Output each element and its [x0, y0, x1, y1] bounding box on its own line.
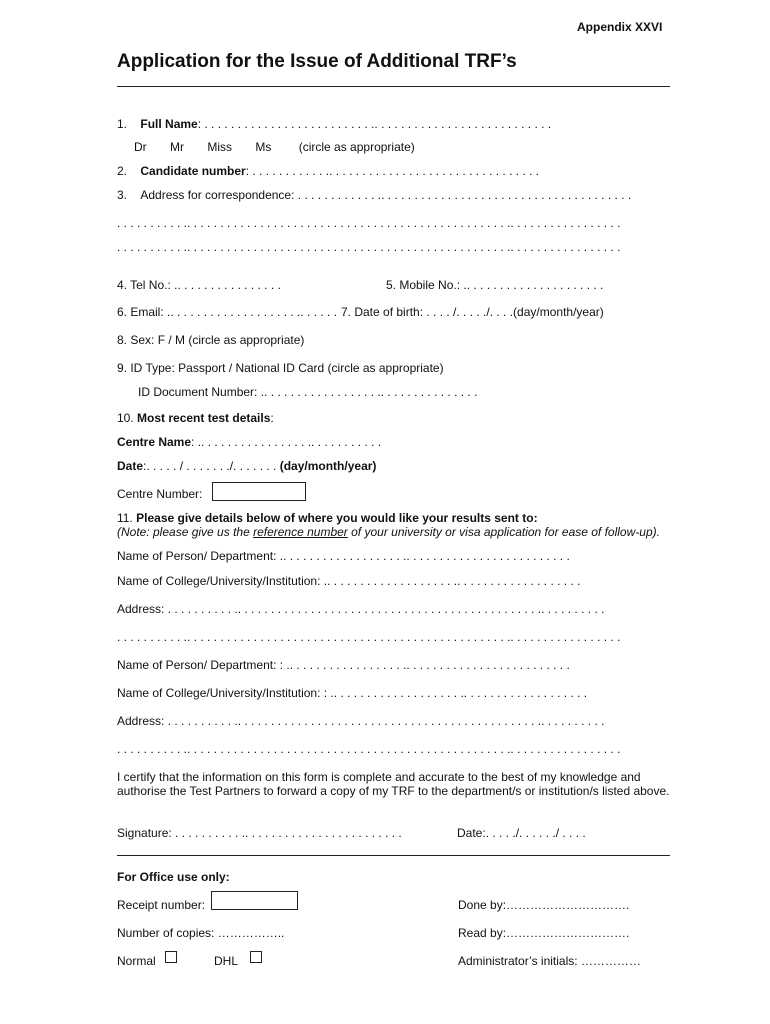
candidate-number-dots: : . . . . . . . . . . . .. . . . . . . . . . . . . . . . . . . . . . . . . . . . . . . .: [245, 164, 540, 178]
address-field[interactable]: [117, 188, 631, 202]
dhl-label: DHL: [214, 954, 239, 968]
test-date-format: (day/month/year): [279, 459, 377, 473]
full-name-label: Full Name: [140, 117, 198, 131]
title-options: [134, 140, 415, 154]
certification-text-line-1: I certify that the information on this form is complete and accurate to the best of my knowledge and: [117, 770, 641, 784]
person-department-field-1[interactable]: Name of Person/ Department: .. . . . . . . . . . . . . . . . . . .. . . . . . . . . . . . . . . . . . . . . . . . .: [117, 549, 570, 563]
test-date-label: Date: [117, 459, 144, 473]
results-label: Please give details below of where you would like your results sent to:: [136, 511, 538, 525]
title-option-miss[interactable]: Miss: [207, 140, 233, 154]
signature-field[interactable]: Signature: . . . . . . . . . . .. . . . . . . . . . . . . . . . . . . . . . . .: [117, 826, 402, 840]
candidate-number-field[interactable]: [117, 164, 539, 178]
test-date-field[interactable]: [117, 459, 376, 473]
title-option-mr[interactable]: Mr: [170, 140, 185, 154]
recent-test-heading: [117, 411, 274, 425]
address-field-2-line-2[interactable]: . . . . . . . . . . .. . . . . . . . . . . . . . . . . . . . . . . . . . . . . . . . . . . . . . . . . . . . . . . . .. . . . . . . . . . . . . . . . .: [117, 742, 621, 756]
id-type-field[interactable]: 9. ID Type: Passport / National ID Card (circle as appropriate): [117, 361, 444, 375]
office-use-heading: For Office use only:: [117, 870, 230, 884]
full-name-field[interactable]: [117, 117, 551, 131]
receipt-number-input[interactable]: [211, 891, 298, 910]
title-option-ms[interactable]: Ms: [255, 140, 272, 154]
address-field-1-line-2[interactable]: . . . . . . . . . . .. . . . . . . . . . . . . . . . . . . . . . . . . . . . . . . . . . . . . . . . . . . . . . . . .. . . . . . . . . . . . . . . . .: [117, 630, 621, 644]
college-field-2[interactable]: Name of College/University/Institution: : .. . . . . . . . . . . . . . . . . . . .. . . . . . . . . . . . . . . . . . .: [117, 686, 588, 700]
colon: :: [270, 411, 274, 425]
page-title: Application for the Issue of Additional TRF’s: [117, 51, 517, 72]
address-line-2[interactable]: . . . . . . . . . . .. . . . . . . . . . . . . . . . . . . . . . . . . . . . . . . . . . . . . . . . . . . . . . . . .. . . . . . . . . . . . . . . . .: [117, 216, 621, 230]
centre-name-field[interactable]: [117, 435, 381, 449]
college-field-1[interactable]: Name of College/University/Institution: .. . . . . . . . . . . . . . . . . . . .. . . . . . . . . . . . . . . . . . .: [117, 574, 581, 588]
results-heading: [117, 511, 538, 525]
results-note: [117, 525, 660, 539]
title-divider: [117, 86, 670, 87]
circle-note: (circle as appropriate): [298, 140, 415, 154]
recent-test-label: Most recent test details: [137, 411, 271, 425]
normal-label: Normal: [117, 954, 156, 968]
office-divider: [117, 855, 670, 856]
centre-name-dots: : .. . . . . . . . . . . . . . . . .. . . . . . . . . . .: [191, 435, 382, 449]
full-name-dots: : . . . . . . . . . . . . . . . . . . . . . . . . . .. . . . . . . . . . . . . . . . . . . . . . . . . . .: [197, 117, 552, 131]
sex-field[interactable]: 8. Sex: F / M (circle as appropriate): [117, 333, 305, 347]
email-field[interactable]: 6. Email: .. . . . . . . . . . . . . . . . . . . .. . . . . .: [117, 305, 338, 319]
centre-number-label: Centre Number:: [117, 487, 203, 501]
item-number: 10.: [117, 411, 134, 425]
signature-date-field[interactable]: Date:. . . . ./. . . . . ./ . . . .: [457, 826, 586, 840]
tel-field[interactable]: 4. Tel No.: .. . . . . . . . . . . . . . . .: [117, 278, 281, 292]
address-field-1[interactable]: Address: . . . . . . . . . . .. . . . . . . . . . . . . . . . . . . . . . . . . . . . . . . . . . . . . . . . . . . . . .. . . . . . . . . .: [117, 602, 605, 616]
test-date-dots: :. . . . . / . . . . . . ./. . . . . . .: [143, 459, 277, 473]
person-department-field-2[interactable]: Name of Person/ Department: : .. . . . . . . . . . . . . . . . . .. . . . . . . . . . . . . . . . . . . . . . . . .: [117, 658, 570, 672]
item-number: 2.: [117, 164, 128, 178]
reference-number-text: reference number: [253, 525, 348, 539]
appendix-label: Appendix XXVI: [577, 20, 663, 34]
id-document-number-field[interactable]: ID Document Number: .. . . . . . . . . . . . . . . . . .. . . . . . . . . . . . . . .: [138, 385, 478, 399]
normal-checkbox[interactable]: [165, 951, 177, 963]
done-by-field[interactable]: Done by:………………………….: [458, 898, 630, 912]
centre-name-label: Centre Name: [117, 435, 192, 449]
number-of-copies-field[interactable]: Number of copies: ……………..: [117, 926, 285, 940]
mobile-field[interactable]: 5. Mobile No.: .. . . . . . . . . . . . . . . . . . . . .: [386, 278, 604, 292]
note-text: (Note: please give us the: [117, 525, 254, 539]
centre-number-input[interactable]: [212, 482, 306, 501]
address-field-2[interactable]: Address: . . . . . . . . . . .. . . . . . . . . . . . . . . . . . . . . . . . . . . . . . . . . . . . . . . . . . . . . .. . . . . . . . . .: [117, 714, 605, 728]
candidate-number-label: Candidate number: [140, 164, 246, 178]
note-text: of your university or visa application for ease of follow-up).: [347, 525, 660, 539]
receipt-number-label: Receipt number:: [117, 898, 206, 912]
certification-text-line-2: authorise the Test Partners to forward a copy of my TRF to the department/s or institution/s listed above.: [117, 784, 670, 798]
address-label: Address for correspondence: . . . . . . . . . . . . .. . . . . . . . . . . . . . . . . . . . . . . . . . . . . . . . . . . . . .: [140, 188, 632, 202]
dhl-checkbox[interactable]: [250, 951, 262, 963]
dob-field[interactable]: 7. Date of birth: . . . . /. . . . ./. . . .(day/month/year): [341, 305, 604, 319]
read-by-field[interactable]: Read by:………………………….: [458, 926, 630, 940]
item-number: 1.: [117, 117, 128, 131]
address-line-3[interactable]: . . . . . . . . . . .. . . . . . . . . . . . . . . . . . . . . . . . . . . . . . . . . . . . . . . . . . . . . . . . .. . . . . . . . . . . . . . . . .: [117, 240, 621, 254]
title-option-dr[interactable]: Dr: [134, 140, 147, 154]
item-number: 11.: [117, 511, 133, 525]
administrator-initials-field[interactable]: Administrator’s initials: ……………: [458, 954, 641, 968]
item-number: 3.: [117, 188, 128, 202]
